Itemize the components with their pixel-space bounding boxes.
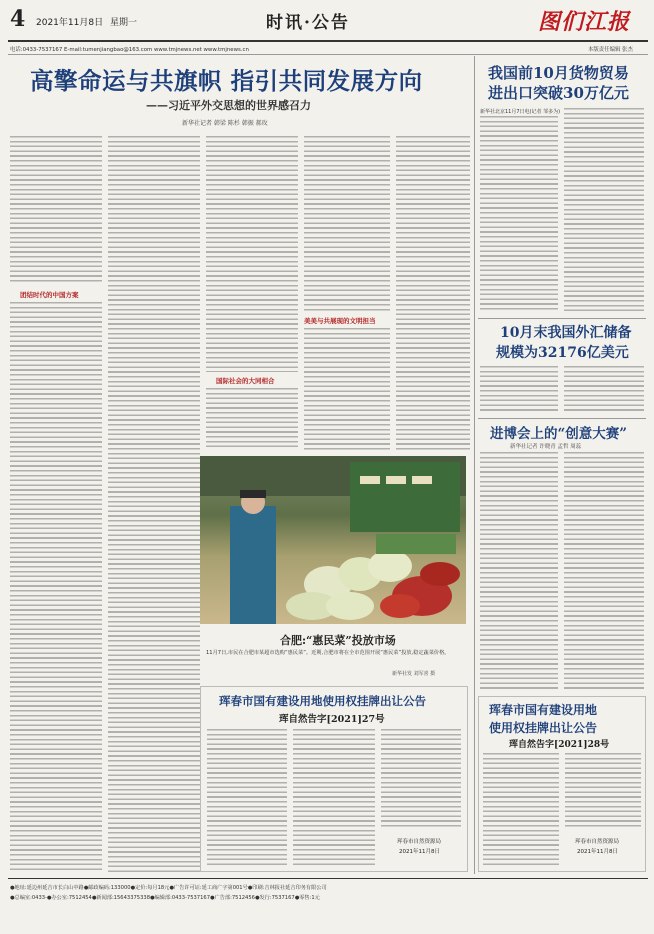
market-photo [200, 456, 466, 624]
main-article-column [10, 302, 102, 872]
main-section-heading: 团结时代的中国方案 [20, 291, 79, 299]
notice-right-title-b: 使用权挂牌出让公告 [489, 721, 598, 735]
contact-line: 电话:0433-7537167 E-mail:tumenjiangbao@163.com www.tmjnews.net www.tmjnews.cn [10, 47, 249, 53]
notice-body-column [207, 729, 287, 865]
right-rule [478, 318, 646, 319]
photo-caption-text: 11月7日,市民在合肥市某超市选购“惠民菜”。近期,合肥市将在全市范围开展“惠民菜”投放,稳定蔬菜价格。 [206, 650, 450, 656]
right-headline-2a: 10月末我国外汇储备 [500, 325, 632, 341]
subheader-rule [8, 54, 648, 55]
page-header [8, 6, 648, 40]
notice-body-column [483, 753, 559, 865]
photo-caption-title: 合肥:“惠民菜”投放市场 [280, 634, 396, 647]
notice-body-column [565, 753, 641, 829]
notice-box-right [478, 696, 646, 872]
main-article-column [10, 136, 102, 284]
masthead-logo: 图们江报 [538, 9, 631, 35]
notice-body-column [293, 729, 375, 865]
footer-line-2: ●总编室:0433-●办公室:7512454●新闻部:15643375338●编辑部:0433-7537167●广告部:7512456●发行:7537167●零售:1元 [10, 895, 320, 901]
notice-date: 2021年11月8日 [399, 849, 440, 855]
right-headline-1b: 进出口突破30万亿元 [488, 84, 629, 102]
main-article-column [206, 388, 298, 450]
notice-signature: 珲春市自然资源局 [397, 839, 442, 845]
photo-credit: 新华社发 刘军喜 摄 [392, 671, 436, 677]
right-article-column [564, 108, 644, 312]
main-article-column [108, 136, 200, 872]
notice-right-number: 珲自然告字[2021]28号 [509, 740, 610, 750]
right-headline-3: 进博会上的“创意大赛” [490, 426, 628, 442]
notice-signature: 珲春市自然资源局 [575, 839, 620, 845]
notice-body-column [381, 729, 461, 829]
footer-line-1: ●地址:延边州延吉市长白山中路●邮政编码:133000●定价:每月18元●广告许可证:延工商广字第001号●印刷:吉林报社延吉印务有限公司 [10, 885, 327, 891]
main-article-column [206, 136, 298, 372]
right-article-column [564, 452, 644, 690]
right-dateline-1: 新华社北京11月7日电(记者 邹多为) [480, 109, 561, 115]
notice-date: 2021年11月8日 [577, 849, 618, 855]
header-rule [8, 40, 648, 42]
right-headline-1a: 我国前10月货物贸易 [488, 64, 629, 82]
issue-weekday: 星期一 [110, 18, 138, 28]
section-title: 时讯·公告 [266, 13, 350, 33]
right-article-column [480, 366, 558, 414]
right-article-column [480, 116, 558, 312]
photo-illustration [200, 456, 466, 624]
notice-number: 珲自然告字[2021]27号 [279, 714, 385, 725]
right-rule [478, 418, 646, 419]
issue-date: 2021年11月8日 [36, 18, 104, 28]
notice-box-bottom [200, 686, 468, 872]
main-article-column [396, 136, 470, 450]
main-byline: 新华社记者 韩梁 陈杉 韩振 郝玫 [182, 120, 268, 127]
notice-title: 珲春市国有建设用地使用权挂牌出让公告 [219, 694, 426, 708]
main-subtitle: ——习近平外交思想的世界感召力 [146, 99, 311, 112]
footer-rule [8, 878, 648, 879]
main-section-heading: 美美与共展现的文明担当 [304, 317, 376, 325]
right-article-column [480, 452, 558, 690]
main-article-column [304, 328, 390, 450]
main-headline: 高擎命运与共旗帜 指引共同发展方向 [30, 67, 423, 95]
right-headline-2b: 规模为32176亿美元 [496, 345, 629, 361]
main-article-column [304, 136, 390, 312]
main-section-heading: 国际社会的大同相合 [216, 377, 275, 385]
editor-line: 本版责任编辑 张杰 [588, 47, 633, 53]
right-article-column [564, 366, 644, 414]
notice-right-title-a: 珲春市国有建设用地 [489, 703, 598, 717]
page-number: 4 [10, 6, 26, 32]
column-divider [474, 56, 475, 874]
right-byline-3: 新华社记者 许晓青 孟哲 周蕊 [510, 444, 582, 450]
